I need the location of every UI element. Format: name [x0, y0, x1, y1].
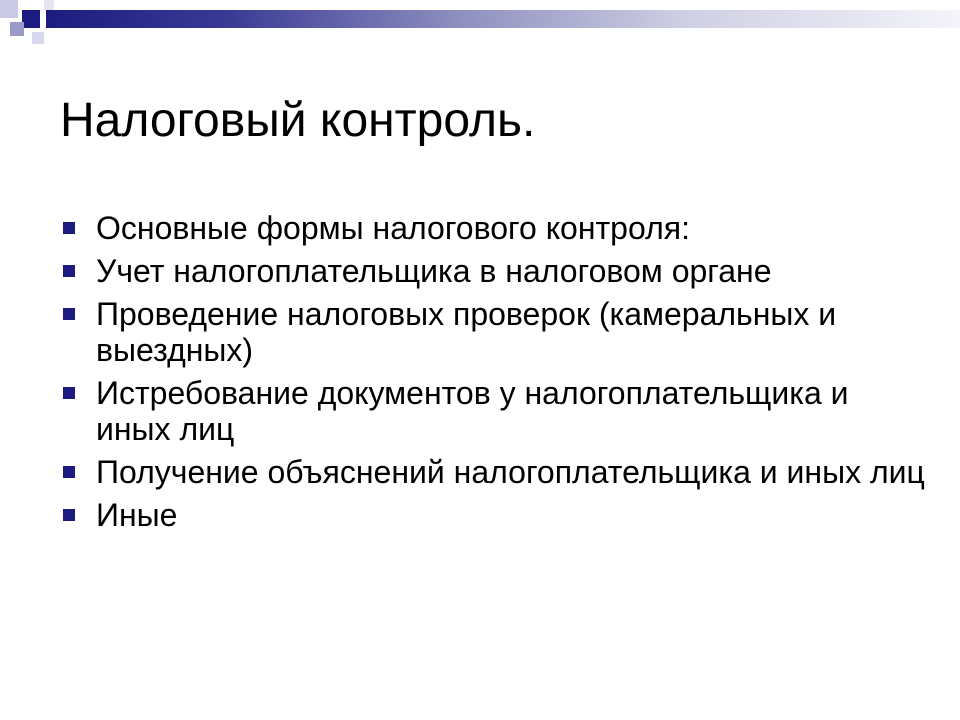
gradient-bar	[46, 10, 960, 28]
bullet-item	[60, 454, 930, 490]
bullet-text: Получение объяснений налогоплательщика и иных лиц	[96, 454, 925, 490]
slide-title: Налоговый контроль.	[60, 94, 536, 147]
square-bullet-icon	[63, 387, 75, 399]
bullet-item	[60, 497, 930, 533]
bullet-item	[60, 296, 930, 368]
bullet-text: Истребование документов у налогоплательщика и иных лиц	[96, 375, 849, 447]
decorative-square	[32, 32, 44, 44]
square-bullet-icon	[63, 509, 75, 521]
bullet-text: Основные формы налогового контроля:	[96, 210, 690, 246]
header-decoration	[0, 0, 960, 60]
bullet-item	[60, 253, 930, 289]
square-bullet-icon	[63, 222, 75, 234]
bullet-text: Проведение налоговых проверок (камеральных и выездных)	[96, 296, 837, 368]
decorative-square	[44, 0, 54, 10]
bullet-list	[60, 210, 930, 540]
bullet-item	[60, 375, 930, 447]
square-bullet-icon	[63, 308, 75, 320]
bullet-item	[60, 210, 930, 246]
square-bullet-icon	[63, 466, 75, 478]
decorative-square	[22, 10, 40, 28]
decorative-square	[0, 0, 18, 18]
bullet-text: Иные	[96, 497, 178, 533]
square-bullet-icon	[63, 265, 75, 277]
bullet-text: Учет налогоплательщика в налоговом органе	[96, 253, 772, 289]
decorative-square	[10, 22, 24, 36]
